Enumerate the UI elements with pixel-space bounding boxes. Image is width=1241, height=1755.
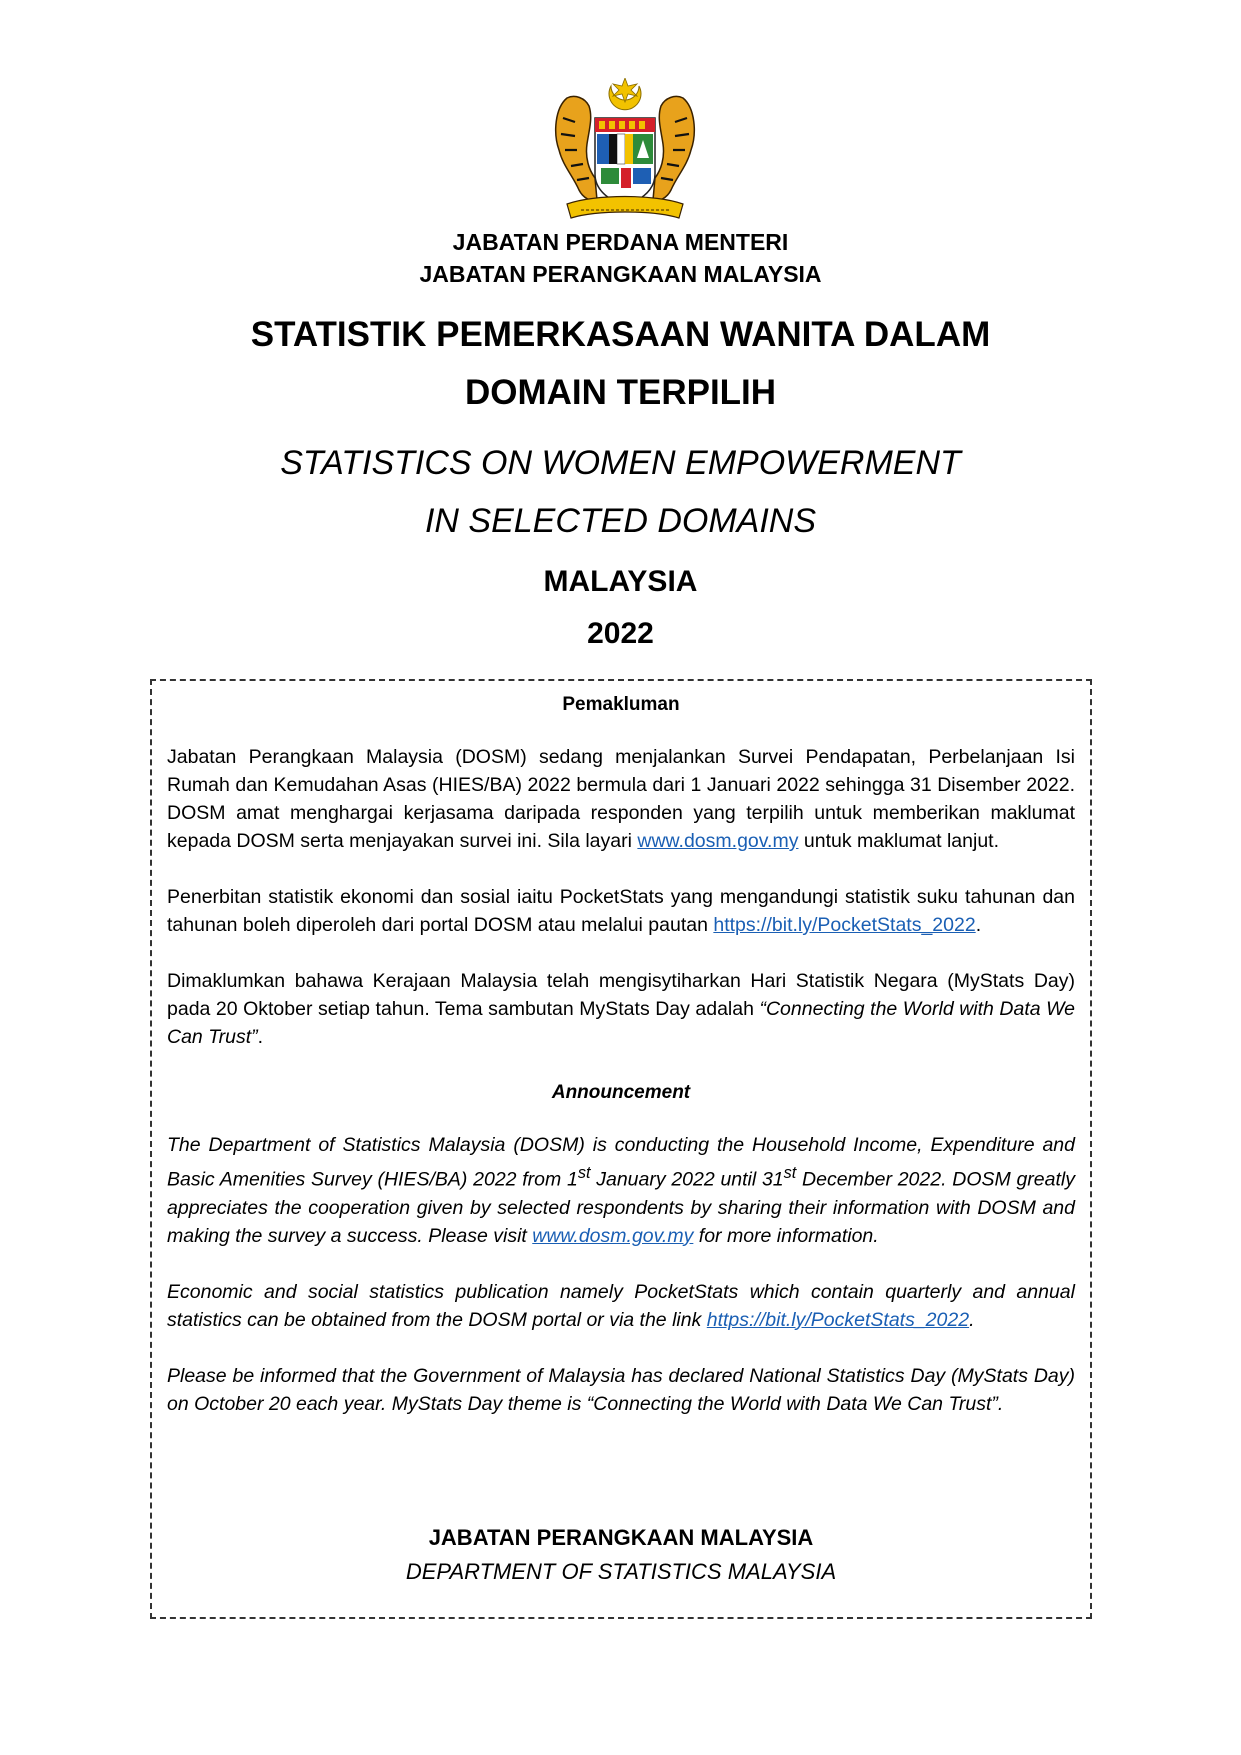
announcement-box xyxy=(150,679,1092,1619)
title-malay-line-2: DOMAIN TERPILIH xyxy=(464,373,777,412)
notice-malay-paragraph-3 xyxy=(167,967,1075,1051)
superscript: st xyxy=(577,1164,591,1182)
ministry-line-2: JABATAN PERANGKAAN MALAYSIA xyxy=(419,261,822,287)
title-malay-line-1: STATISTIK PEMERKASAAN WANITA DALAM xyxy=(250,315,991,354)
text: untuk maklumat lanjut. xyxy=(798,830,999,852)
ministry-heading xyxy=(0,226,1241,290)
notice-malay-paragraph-1 xyxy=(167,743,1075,855)
dosm-website-link[interactable]: www.dosm.gov.my xyxy=(637,830,799,852)
department-name-malay: JABATAN PERANGKAAN MALAYSIA xyxy=(428,1525,814,1550)
title-malay xyxy=(0,306,1241,422)
notice-title-malay: Pemakluman xyxy=(562,694,680,715)
title-english-line-2: IN SELECTED DOMAINS xyxy=(424,502,817,540)
superscript: st xyxy=(783,1164,797,1182)
pocketstats-link[interactable]: https://bit.ly/PocketStats_2022 xyxy=(713,914,976,936)
text: Jabatan Perangkaan Malaysia (DOSM) sedang menjalankan Survei Pendapatan, Perbelanjaan Isi Rumah dan Kemudahan Asas (HIES/BA) 2022 bermula dari 1 Januari 2022 sehingga 31 Disember 2022. DOSM amat menghargai kerjasama daripada responden yang terpilih untuk memberikan maklumat kepada DOSM serta menjayakan survei ini. Sila layari xyxy=(167,746,1075,852)
pocketstats-link[interactable]: https://bit.ly/PocketStats_2022 xyxy=(706,1308,970,1331)
text: . xyxy=(257,1026,264,1048)
text: for more information. xyxy=(693,1224,879,1247)
text: December 2022. DOSM greatly appreciates the cooperation given by selected respondents by sharing their information with DOSM and making the survey a success. Please visit xyxy=(167,1168,1075,1247)
ministry-line-1: JABATAN PERDANA MENTERI xyxy=(452,229,789,255)
text: The Department of Statistics Malaysia (DOSM) is conducting the Household Income, Expenditure and Basic Amenities Survey (HIES/BA) 2022 from 1 xyxy=(167,1134,1075,1191)
department-footer xyxy=(152,1521,1090,1589)
text: January 2022 until 31 xyxy=(590,1168,784,1191)
malaysia-coat-of-arms-icon xyxy=(545,78,705,226)
notice-english-paragraph-2 xyxy=(167,1278,1075,1334)
text: Penerbitan statistik ekonomi dan sosial iaitu PocketStats yang mengandungi statistik suku tahunan dan tahunan boleh diperoleh dari portal DOSM atau melalui pautan xyxy=(167,886,1075,936)
notice-title-english: Announcement xyxy=(551,1082,691,1103)
title-english xyxy=(0,434,1241,550)
country-year xyxy=(0,556,1241,660)
text: . xyxy=(969,1308,975,1331)
notice-malay-paragraph-2 xyxy=(167,883,1075,939)
title-english-line-1: STATISTICS ON WOMEN EMPOWERMENT xyxy=(280,444,961,482)
text: . xyxy=(975,914,982,936)
dosm-website-link[interactable]: www.dosm.gov.my xyxy=(532,1224,694,1247)
publication-year: 2022 xyxy=(587,617,654,650)
country-name: MALAYSIA xyxy=(543,565,698,598)
notice-english-paragraph-3: Please be informed that the Government of Malaysia has declared National Statistics Day (MyStats Day) on October 20 each year. MyStats Day theme is “Connecting the World with Data We Can Trust”. xyxy=(167,1364,1075,1415)
department-name-english: DEPARTMENT OF STATISTICS MALAYSIA xyxy=(405,1559,837,1584)
text: Economic and social statistics publication namely PocketStats which contain quarterly and annual statistics can be obtained from the DOSM portal or via the link xyxy=(167,1280,1075,1331)
text: Dimaklumkan bahawa Kerajaan Malaysia telah mengisytiharkan Hari Statistik Negara (MyStats Day) pada 20 Oktober setiap tahun. Tema sambutan MyStats Day adalah xyxy=(167,970,1075,1020)
theme-quote: “Connecting the World with Data We Can Trust” xyxy=(167,998,1076,1048)
notice-english-paragraph-1 xyxy=(167,1131,1075,1250)
